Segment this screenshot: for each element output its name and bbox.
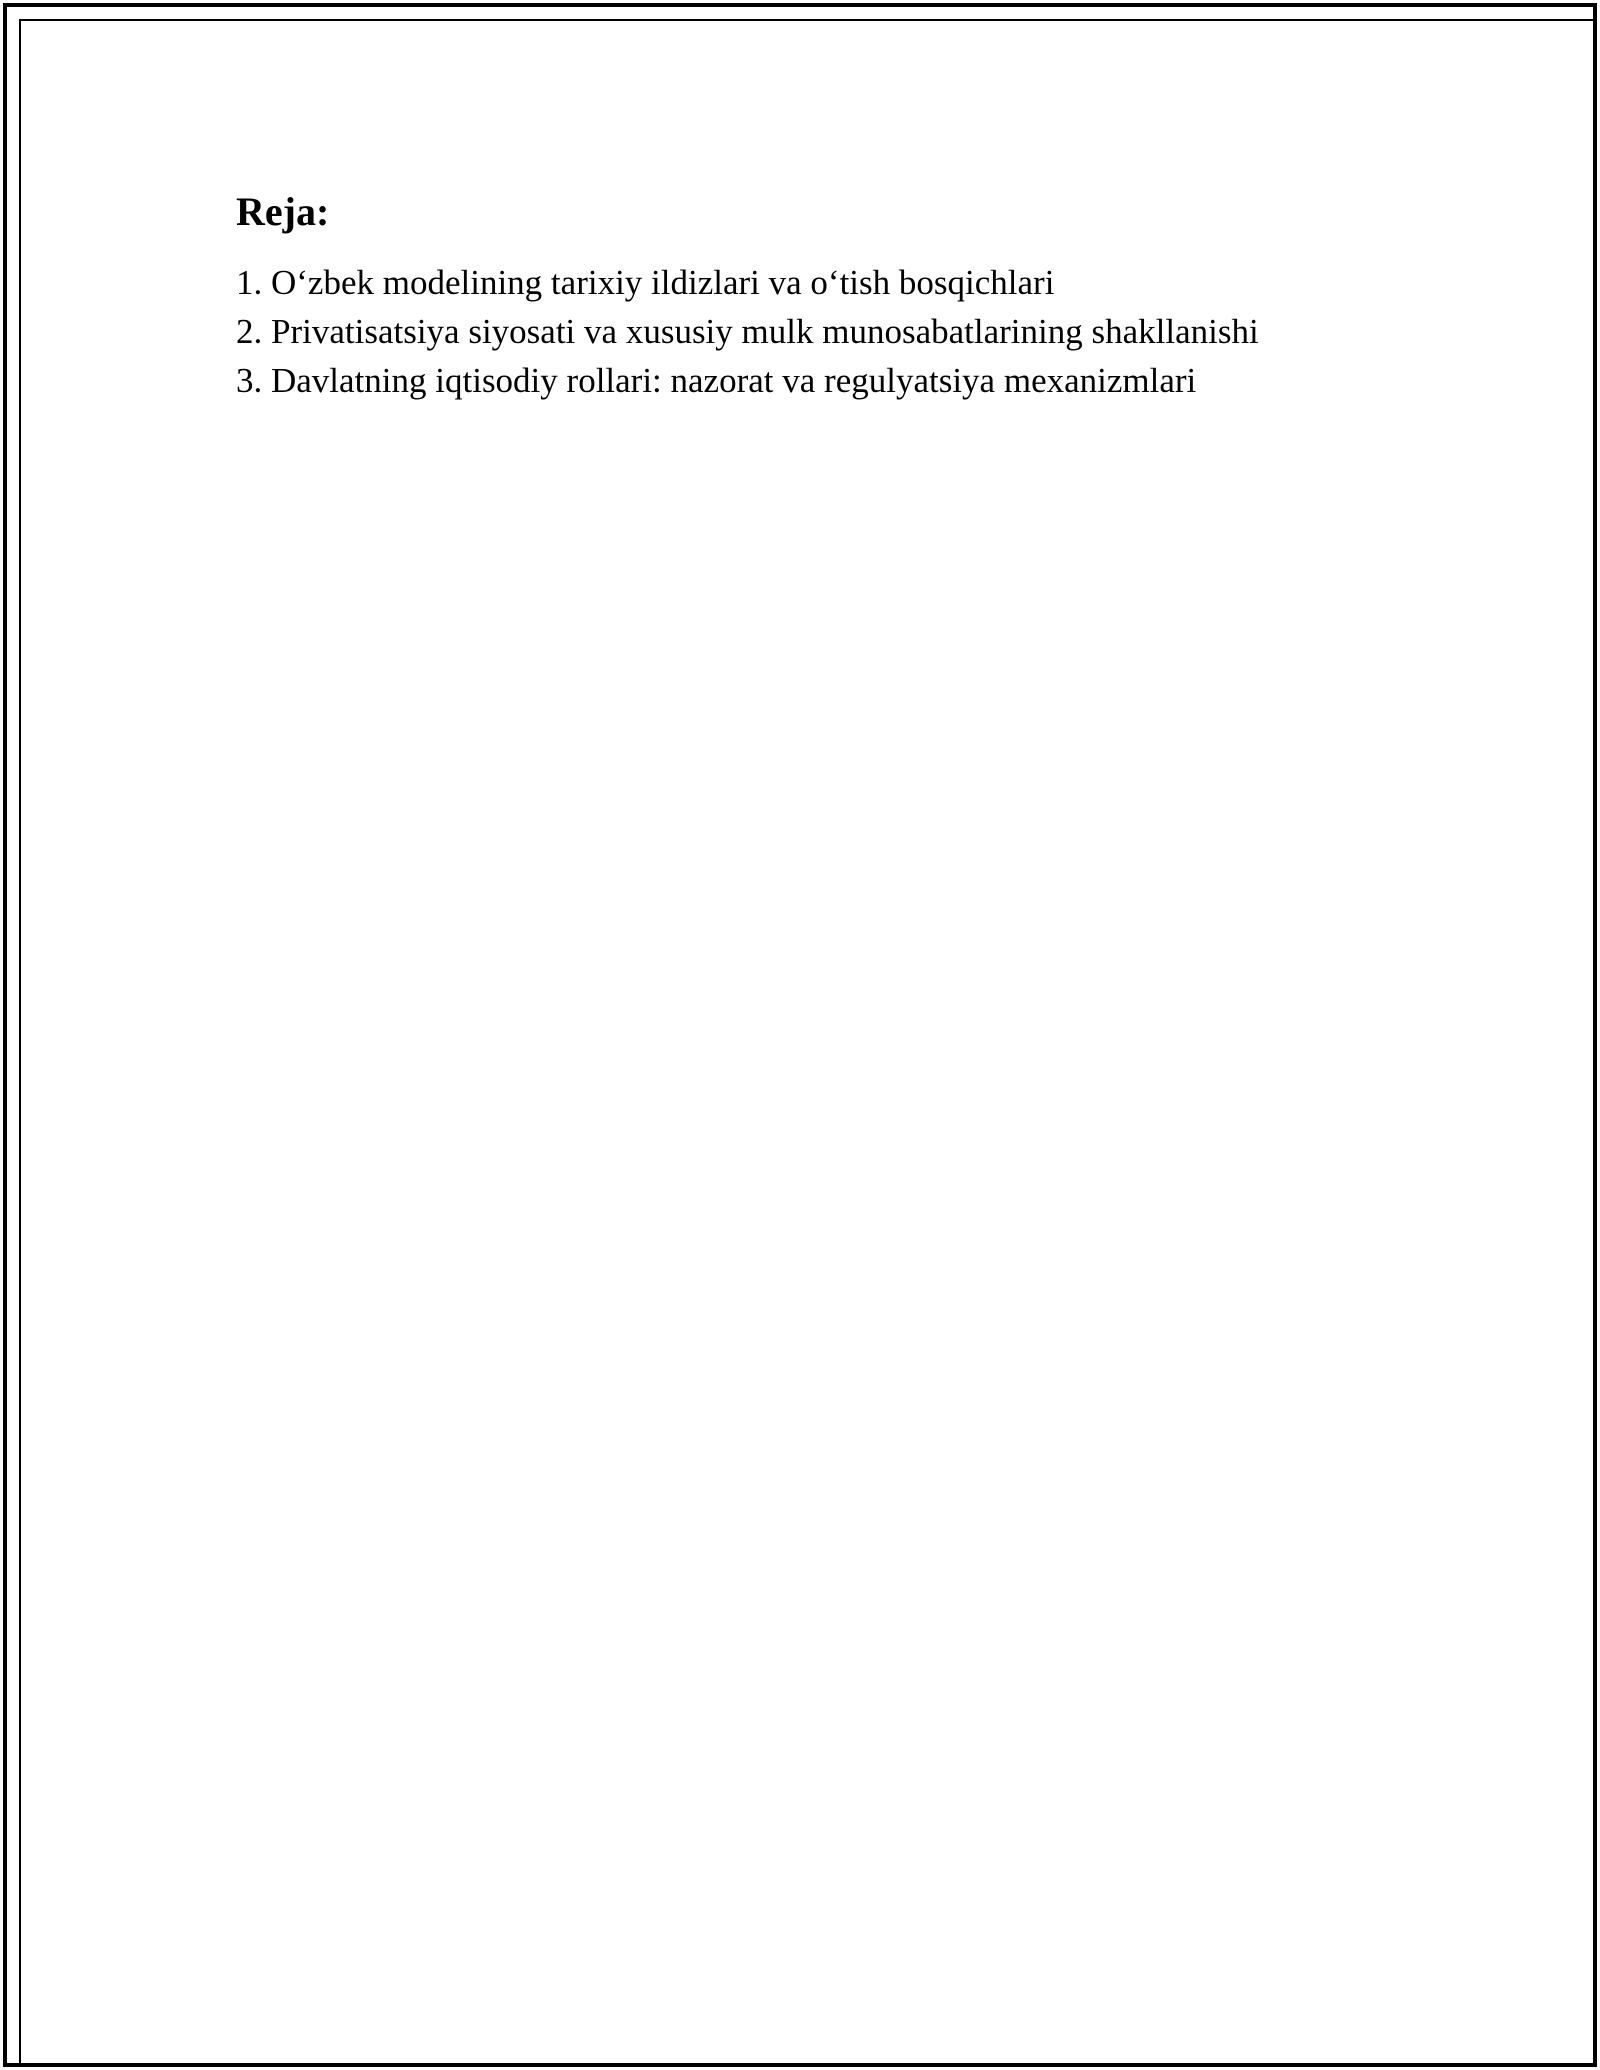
document-body	[236, 186, 1436, 405]
plan-heading: Reja:	[236, 189, 330, 234]
plan-item-2: 2. Privatisatsiya siyosati va xususiy mulk munosabatlarining shakllanishi	[236, 312, 1259, 351]
plan-list	[236, 258, 1436, 405]
plan-item-1: 1. O‘zbek modelining tarixiy ildizlari va o‘tish bosqichlari	[236, 263, 1055, 302]
plan-item-3: 3. Davlatning iqtisodiy rollari: nazorat va regulyatsiya mexanizmlari	[236, 361, 1197, 400]
